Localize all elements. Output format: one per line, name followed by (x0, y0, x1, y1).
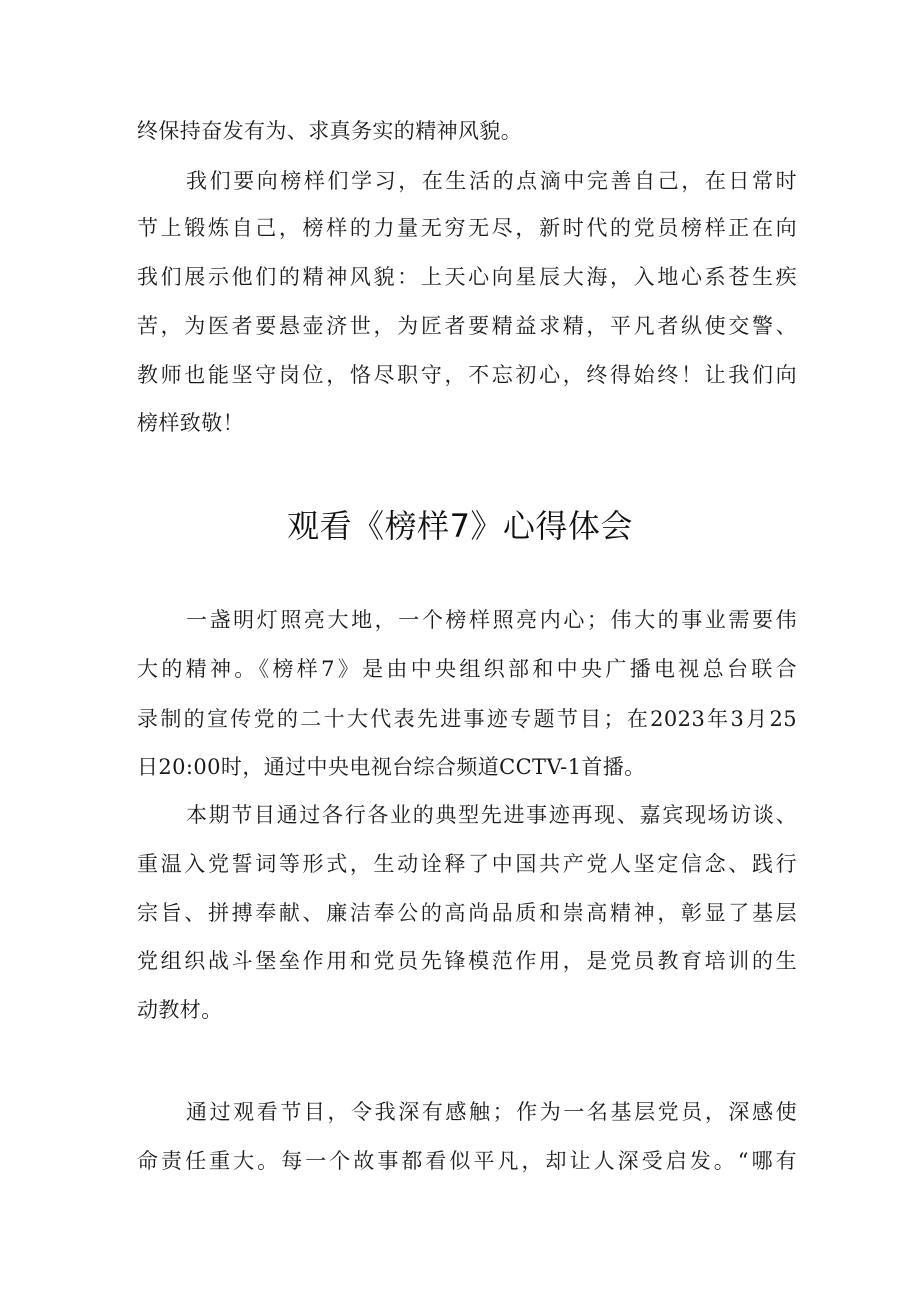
paragraph-line: 通过观看节目，令我深有感触；作为一名基层党员，深感使 (186, 1100, 797, 1124)
paragraph-line: 我们展示他们的精神风貌：上天心向星辰大海，入地心系苍生疾 (137, 265, 797, 289)
paragraph-line: 榜样致敬！ (137, 411, 244, 435)
article-title: 观看《榜样7》心得体会 (287, 507, 633, 545)
paragraph-line: 党组织战斗堡垒作用和党员先锋模范作用，是党员教育培训的生 (137, 949, 797, 973)
paragraph-line: 节上锻炼自己，榜样的力量无穷无尽，新时代的党员榜样正在向 (137, 216, 797, 240)
paragraph-line: 重温入党誓词等形式，生动诠释了中国共产党人坚定信念、践行 (137, 852, 797, 876)
paragraph-line: 本期节目通过各行各业的典型先进事迹再现、嘉宾现场访谈、 (186, 803, 797, 827)
paragraph-line: 动教材。 (137, 998, 223, 1022)
paragraph-line: 大的精神。《榜样7》是由中央组织部和中央广播电视总台联合 (137, 657, 797, 681)
paragraph-line: 苦，为医者要悬壶济世，为匠者要精益求精，平凡者纵使交警、 (137, 314, 797, 338)
paragraph-line: 命责任重大。每一个故事都看似平凡，却让人深受启发。“哪有 (137, 1149, 797, 1173)
paragraph-line: 我们要向榜样们学习，在生活的点滴中完善自己，在日常时 (186, 169, 797, 193)
paragraph-line: 宗旨、拼搏奉献、廉洁奉公的高尚品质和崇高精神，彰显了基层 (137, 901, 797, 925)
paragraph-line: 日20:00时，通过中央电视台综合频道CCTV-1首播。 (137, 755, 646, 779)
paragraph-line: 教师也能坚守岗位，恪尽职守，不忘初心，终得始终！让我们向 (137, 363, 797, 387)
paragraph-line: 终保持奋发有为、求真务实的精神风貌。 (137, 119, 523, 143)
paragraph-line: 录制的宣传党的二十大代表先进事迹专题节目；在2023年3月25 (137, 707, 797, 731)
paragraph-line: 一盏明灯照亮大地，一个榜样照亮内心；伟大的事业需要伟 (186, 608, 797, 632)
